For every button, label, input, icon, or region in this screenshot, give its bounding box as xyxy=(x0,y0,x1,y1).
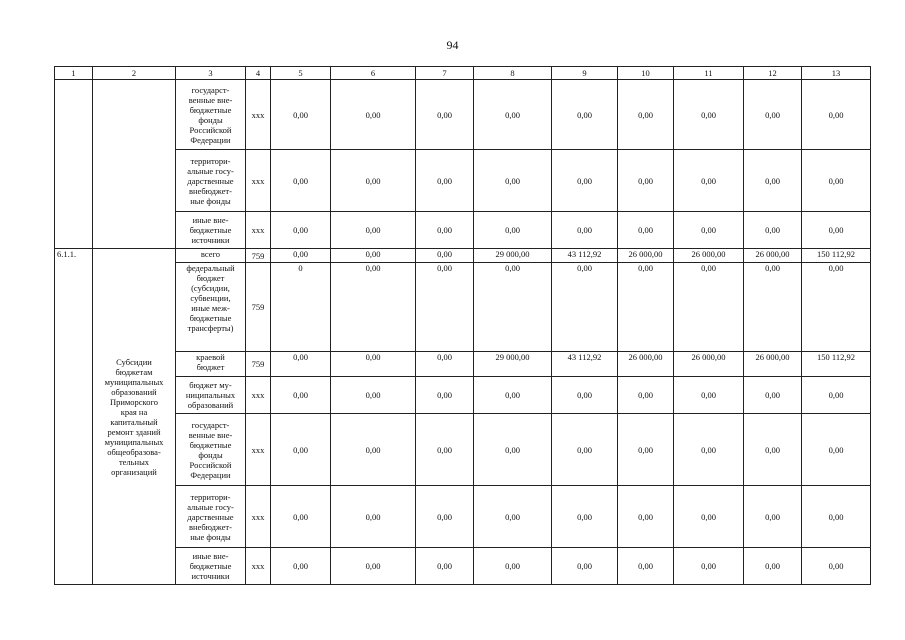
value-cell: 0,00 xyxy=(416,377,474,414)
table-row xyxy=(55,150,871,212)
value-cell: 0,00 xyxy=(271,377,331,414)
value-cell: 0,00 xyxy=(416,80,474,150)
column-header: 1 xyxy=(55,67,93,80)
value-cell: 0,00 xyxy=(744,548,802,585)
funding-source: бюджет му- ниципальных образований xyxy=(176,377,246,414)
value-cell: 0,00 xyxy=(802,548,871,585)
column-header: 10 xyxy=(618,67,674,80)
value-cell: 0,00 xyxy=(552,548,618,585)
value-cell: 0,00 xyxy=(416,352,474,377)
value-cell: 0,00 xyxy=(474,80,552,150)
value-cell: 0,00 xyxy=(802,263,871,352)
value-cell: 0,00 xyxy=(802,150,871,212)
code-cell: ххх xyxy=(246,150,271,212)
value-cell: 0,00 xyxy=(474,414,552,486)
value-cell: 0,00 xyxy=(618,150,674,212)
value-cell: 0,00 xyxy=(331,80,416,150)
value-cell: 26 000,00 xyxy=(744,249,802,263)
funding-source: территори- альные госу- дарственные внебюджет- ные фонды xyxy=(176,486,246,548)
value-cell: 0,00 xyxy=(331,150,416,212)
header-row xyxy=(55,67,871,80)
value-cell: 0,00 xyxy=(474,548,552,585)
section-number: 6.1.1. xyxy=(55,249,93,585)
table-row xyxy=(55,548,871,585)
section-name: Субсидии бюджетам муниципальных образований Приморского края на капитальный ремонт зданий муниципальных общеобразова- тельных организаций xyxy=(93,249,176,585)
column-header: 11 xyxy=(674,67,744,80)
value-cell: 0,00 xyxy=(271,548,331,585)
name-cell xyxy=(93,80,176,249)
code-cell: ххх xyxy=(246,486,271,548)
column-header: 5 xyxy=(271,67,331,80)
value-cell: 0,00 xyxy=(618,548,674,585)
table-row xyxy=(55,249,871,263)
value-cell: 0,00 xyxy=(618,486,674,548)
value-cell: 0,00 xyxy=(474,486,552,548)
value-cell: 0,00 xyxy=(271,486,331,548)
number-cell xyxy=(55,80,93,249)
funding-source: иные вне- бюджетные источники xyxy=(176,548,246,585)
value-cell: 0,00 xyxy=(674,263,744,352)
column-header: 13 xyxy=(802,67,871,80)
value-cell: 0,00 xyxy=(674,548,744,585)
value-cell: 150 112,92 xyxy=(802,352,871,377)
column-header: 7 xyxy=(416,67,474,80)
value-cell: 0,00 xyxy=(416,548,474,585)
value-cell: 0,00 xyxy=(331,377,416,414)
value-cell: 0,00 xyxy=(416,249,474,263)
code-cell: ххх xyxy=(246,414,271,486)
code-cell: ххх xyxy=(246,377,271,414)
budget-table xyxy=(54,66,871,585)
value-cell: 0,00 xyxy=(416,486,474,548)
value-cell: 0,00 xyxy=(802,80,871,150)
value-cell: 0,00 xyxy=(744,212,802,249)
value-cell: 0,00 xyxy=(552,80,618,150)
value-cell: 0,00 xyxy=(744,377,802,414)
value-cell: 0,00 xyxy=(744,486,802,548)
column-header: 9 xyxy=(552,67,618,80)
code-cell: ххх xyxy=(246,212,271,249)
value-cell: 26 000,00 xyxy=(674,352,744,377)
value-cell: 0,00 xyxy=(744,263,802,352)
value-cell: 0 xyxy=(271,263,331,352)
table-row xyxy=(55,486,871,548)
funding-source: территори- альные госу- дарственные внебюджет- ные фонды xyxy=(176,150,246,212)
code-cell: ххх xyxy=(246,548,271,585)
value-cell: 0,00 xyxy=(552,212,618,249)
value-cell: 0,00 xyxy=(618,212,674,249)
value-cell: 0,00 xyxy=(416,212,474,249)
value-cell: 0,00 xyxy=(674,80,744,150)
value-cell: 0,00 xyxy=(474,212,552,249)
column-header: 8 xyxy=(474,67,552,80)
value-cell: 43 112,92 xyxy=(552,249,618,263)
code-cell: 759 xyxy=(246,352,271,377)
value-cell: 0,00 xyxy=(802,486,871,548)
value-cell: 0,00 xyxy=(674,212,744,249)
value-cell: 0,00 xyxy=(474,263,552,352)
value-cell: 0,00 xyxy=(271,212,331,249)
value-cell: 0,00 xyxy=(674,150,744,212)
value-cell: 0,00 xyxy=(744,150,802,212)
value-cell: 0,00 xyxy=(331,263,416,352)
value-cell: 0,00 xyxy=(331,352,416,377)
value-cell: 0,00 xyxy=(618,377,674,414)
value-cell: 0,00 xyxy=(474,377,552,414)
column-header: 6 xyxy=(331,67,416,80)
value-cell: 0,00 xyxy=(802,414,871,486)
value-cell: 0,00 xyxy=(802,377,871,414)
column-header: 12 xyxy=(744,67,802,80)
value-cell: 0,00 xyxy=(331,414,416,486)
table-row xyxy=(55,414,871,486)
value-cell: 0,00 xyxy=(552,486,618,548)
value-cell: 0,00 xyxy=(674,414,744,486)
table-row xyxy=(55,377,871,414)
value-cell: 0,00 xyxy=(744,80,802,150)
value-cell: 0,00 xyxy=(331,249,416,263)
funding-source: федеральный бюджет (субсидии, субвенции, иные меж- бюджетные трансферты) xyxy=(176,263,246,352)
value-cell: 0,00 xyxy=(271,249,331,263)
value-cell: 26 000,00 xyxy=(618,249,674,263)
funding-source: всего xyxy=(176,249,246,263)
column-header: 4 xyxy=(246,67,271,80)
value-cell: 0,00 xyxy=(802,212,871,249)
table-row xyxy=(55,212,871,249)
value-cell: 26 000,00 xyxy=(674,249,744,263)
code-cell: 759 xyxy=(246,263,271,352)
value-cell: 0,00 xyxy=(744,414,802,486)
table-row xyxy=(55,263,871,352)
value-cell: 0,00 xyxy=(331,548,416,585)
table-row xyxy=(55,352,871,377)
value-cell: 0,00 xyxy=(552,414,618,486)
funding-source: иные вне- бюджетные источники xyxy=(176,212,246,249)
value-cell: 43 112,92 xyxy=(552,352,618,377)
value-cell: 0,00 xyxy=(271,352,331,377)
value-cell: 29 000,00 xyxy=(474,249,552,263)
value-cell: 0,00 xyxy=(552,150,618,212)
value-cell: 0,00 xyxy=(416,150,474,212)
value-cell: 0,00 xyxy=(552,377,618,414)
value-cell: 26 000,00 xyxy=(618,352,674,377)
value-cell: 150 112,92 xyxy=(802,249,871,263)
value-cell: 0,00 xyxy=(271,150,331,212)
value-cell: 0,00 xyxy=(416,263,474,352)
value-cell: 0,00 xyxy=(618,414,674,486)
value-cell: 0,00 xyxy=(474,150,552,212)
value-cell: 0,00 xyxy=(331,486,416,548)
funding-source: краевой бюджет xyxy=(176,352,246,377)
value-cell: 0,00 xyxy=(271,80,331,150)
code-cell: ххх xyxy=(246,80,271,150)
value-cell: 0,00 xyxy=(674,486,744,548)
column-header: 2 xyxy=(93,67,176,80)
value-cell: 0,00 xyxy=(416,414,474,486)
value-cell: 0,00 xyxy=(618,80,674,150)
value-cell: 0,00 xyxy=(674,377,744,414)
value-cell: 0,00 xyxy=(271,414,331,486)
funding-source: государст- венные вне- бюджетные фонды Российской Федерации xyxy=(176,414,246,486)
code-cell: 759 xyxy=(246,249,271,263)
funding-source: государст- венные вне- бюджетные фонды Российской Федерации xyxy=(176,80,246,150)
value-cell: 0,00 xyxy=(552,263,618,352)
page-number: 94 xyxy=(446,38,459,52)
value-cell: 29 000,00 xyxy=(474,352,552,377)
value-cell: 0,00 xyxy=(331,212,416,249)
value-cell: 26 000,00 xyxy=(744,352,802,377)
table-row xyxy=(55,80,871,150)
value-cell: 0,00 xyxy=(618,263,674,352)
column-header: 3 xyxy=(176,67,246,80)
